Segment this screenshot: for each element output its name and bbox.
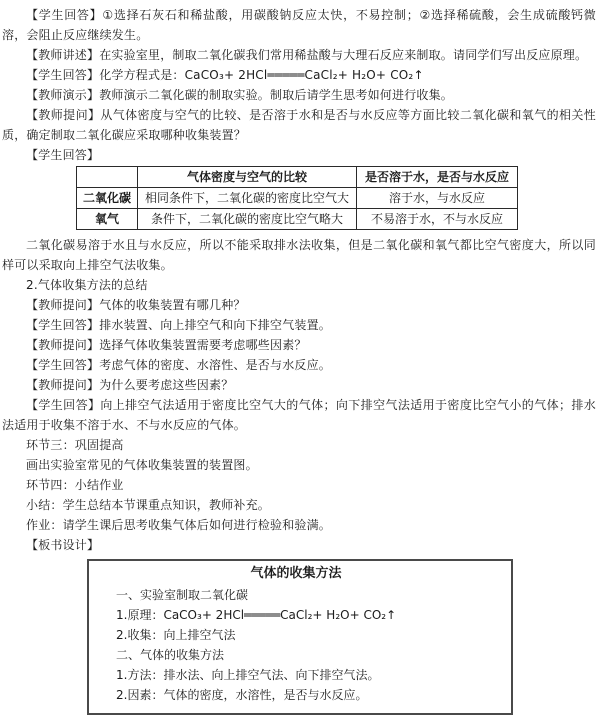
paragraph-student-answer-lead-in: 【学生回答】 [26, 148, 100, 162]
table-row-co2-density: 相同条件下，二氧化碳的密度比空气大 [138, 188, 357, 209]
paragraph-student-answer-equation: 【学生回答】化学方程式是：CaCO₃+ 2HCl═════CaCl₂+ H₂O+ CO₂↑ [26, 68, 424, 82]
table-row-o2-density: 条件下，二氧化碳的密度比空气略大 [138, 209, 357, 230]
table-row-o2 [77, 209, 518, 230]
paragraph-teacher-demo: 【教师演示】教师演示二氧化碳的制取实验。制取后请学生思考如何进行收集。 [26, 88, 454, 102]
board-line-principle-equation: 1.原理：CaCO₃+ 2HCl═════CaCl₂+ H₂O+ CO₂↑ [116, 608, 397, 622]
paragraph-board-design-heading: 【板书设计】 [26, 538, 100, 552]
board-line-methods: 1.方法：排水法、向上排空气法、向下排空气法。 [116, 668, 380, 682]
paragraph-student-answer-why: 【学生回答】向上排空气法适用于密度比空气大的气体；向下排空气法适用于密度比空气小的气体；排水法适用于收集不溶于水、不与水反应的气体。 [2, 398, 596, 432]
table-header-solubility: 是否溶于水，是否与水反应 [357, 167, 518, 188]
table-row-o2-label: 氧气 [77, 209, 138, 230]
paragraph-conclusion-collection: 二氧化碳易溶于水且与水反应，所以不能采取排水法收集，但是二氧化碳和氧气都比空气密度大，所以同样可以采取向上排空气法收集。 [2, 238, 596, 272]
paragraph-teacher-question-factors: 【教师提问】选择气体收集装置需要考虑哪些因素？ [26, 338, 307, 352]
paragraph-stage3-heading: 环节三：巩固提高 [26, 438, 124, 452]
blackboard-design-box [87, 559, 513, 715]
paragraph-teacher-question-properties: 【教师提问】从气体密度与空气的比较、是否溶于水和是否与水反应等方面比较二氧化碳和氧气的相关性质，确定制取二氧化碳应采取哪种收集装置？ [2, 108, 596, 142]
board-line-section2: 二、气体的收集方法 [116, 648, 225, 662]
board-title: 气体的收集方法 [250, 566, 342, 581]
board-line-section1: 一、实验室制取二氧化碳 [116, 588, 249, 602]
table-row-co2-solubility: 溶于水，与水反应 [357, 188, 518, 209]
paragraph-student-answer-reagent-choice: 【学生回答】①选择石灰石和稀盐酸，用碳酸钠反应太快，不易控制；②选择稀硫酸，会生成硫酸钙微溶，会阻止反应继续发生。 [2, 8, 596, 42]
table-header-density: 气体密度与空气的比较 [138, 167, 357, 188]
gas-comparison-table [76, 166, 518, 230]
board-line-factors: 2.因素：气体的密度，水溶性，是否与水反应。 [116, 688, 368, 702]
table-row-co2-label: 二氧化碳 [77, 188, 138, 209]
paragraph-teacher-question-devices: 【教师提问】气体的收集装置有哪几种？ [26, 298, 246, 312]
table-row-co2 [77, 188, 518, 209]
paragraph-summary: 小结：学生总结本节课重点知识，教师补充。 [26, 498, 271, 512]
table-header-empty-cell [77, 167, 138, 188]
paragraph-student-answer-devices: 【学生回答】排水装置、向上排空气和向下排空气装置。 [26, 318, 332, 332]
paragraph-homework: 作业：请学生课后思考收集气体后如何进行检验和验满。 [26, 518, 332, 532]
paragraph-teacher-narration: 【教师讲述】在实验室里，制取二氧化碳我们常用稀盐酸与大理石反应来制取。请同学们写出反应原理。 [26, 48, 588, 62]
table-row-o2-solubility: 不易溶于水，不与水反应 [357, 209, 518, 230]
paragraph-section-summary-heading: 2.气体收集方法的总结 [26, 278, 148, 292]
paragraph-teacher-question-why: 【教师提问】为什么要考虑这些因素？ [26, 378, 234, 392]
board-line-collection-method: 2.收集：向上排空气法 [116, 628, 236, 642]
paragraph-stage3-task: 画出实验室常见的气体收集装置的装置图。 [26, 458, 258, 472]
paragraph-student-answer-factors: 【学生回答】考虑气体的密度、水溶性、是否与水反应。 [26, 358, 332, 372]
paragraph-stage4-heading: 环节四：小结作业 [26, 478, 124, 492]
table-header-row [77, 167, 518, 188]
